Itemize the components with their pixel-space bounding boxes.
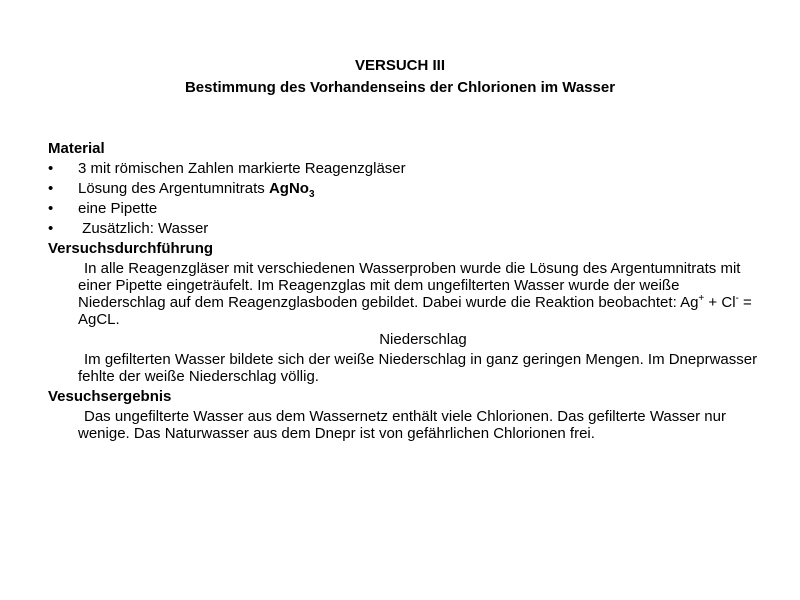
formula-subscript: 3 [308,189,315,200]
durchfuehrung-heading: Versuchsdurchführung [48,240,214,257]
list-item-text: eine Pipette [78,200,158,217]
bullet-icon: • [48,200,54,217]
list-item [48,200,768,217]
page-title: VERSUCH III [354,57,445,74]
list-item [48,160,768,177]
list-item-text: Zusätzlich: Wasser [78,220,209,237]
material-list [48,160,768,237]
equation-end: = AgCL. [78,294,752,328]
bullet-icon: • [48,220,54,237]
ergebnis-paragraph: Das ungefilterte Wasser aus dem Wassernetz enthält viele Chlorionen. Das gefilterte Wasser nur wenige. Das Naturwasser aus dem Dnepr ist von gefährlichen Chlorionen frei. [78,408,726,442]
plus-cl: + Cl [704,294,736,311]
niederschlag-label: Niederschlag [379,331,467,348]
chemical-formula [268,180,315,200]
durchfuehrung-paragraph-2: Im gefilterten Wasser bildete sich der weiße Niederschlag in ganz geringen Mengen. Im Dneprwasser fehlte der weiße Niederschlag völlig. [78,351,758,385]
content [48,140,768,445]
list-item [48,220,768,237]
title-block [0,55,800,99]
material-heading: Material [48,140,105,157]
cl-charge: - [735,293,739,304]
page-subtitle: Bestimmung des Vorhandenseins der Chlorionen im Wasser [184,79,616,96]
bullet-icon: • [48,180,54,197]
ergebnis-heading: Vesuchsergebnis [48,388,172,405]
list-item-text: 3 mit römischen Zahlen markierte Reagenzgläser [78,160,406,177]
list-item-text: Lösung des Argentumnitrats [78,180,265,197]
durchfuehrung-paragraph [78,260,768,328]
durchfuehrung-text: In alle Reagenzgläser mit verschiedenen Wasserproben wurde die Lösung des Argentumnitrats mit einer Pipette eingeträufelt. Im Reagenzglas mit dem ungefilterten Wasser wurde der weiße Niederschlag auf dem Reagenzglasboden gebildet. Dabei wurde die Reaktion beobachtet: Ag [78,260,741,311]
formula-main: AgNo [268,180,309,197]
bullet-icon: • [48,160,54,177]
list-item [48,180,768,200]
ag-charge: + [698,293,705,304]
